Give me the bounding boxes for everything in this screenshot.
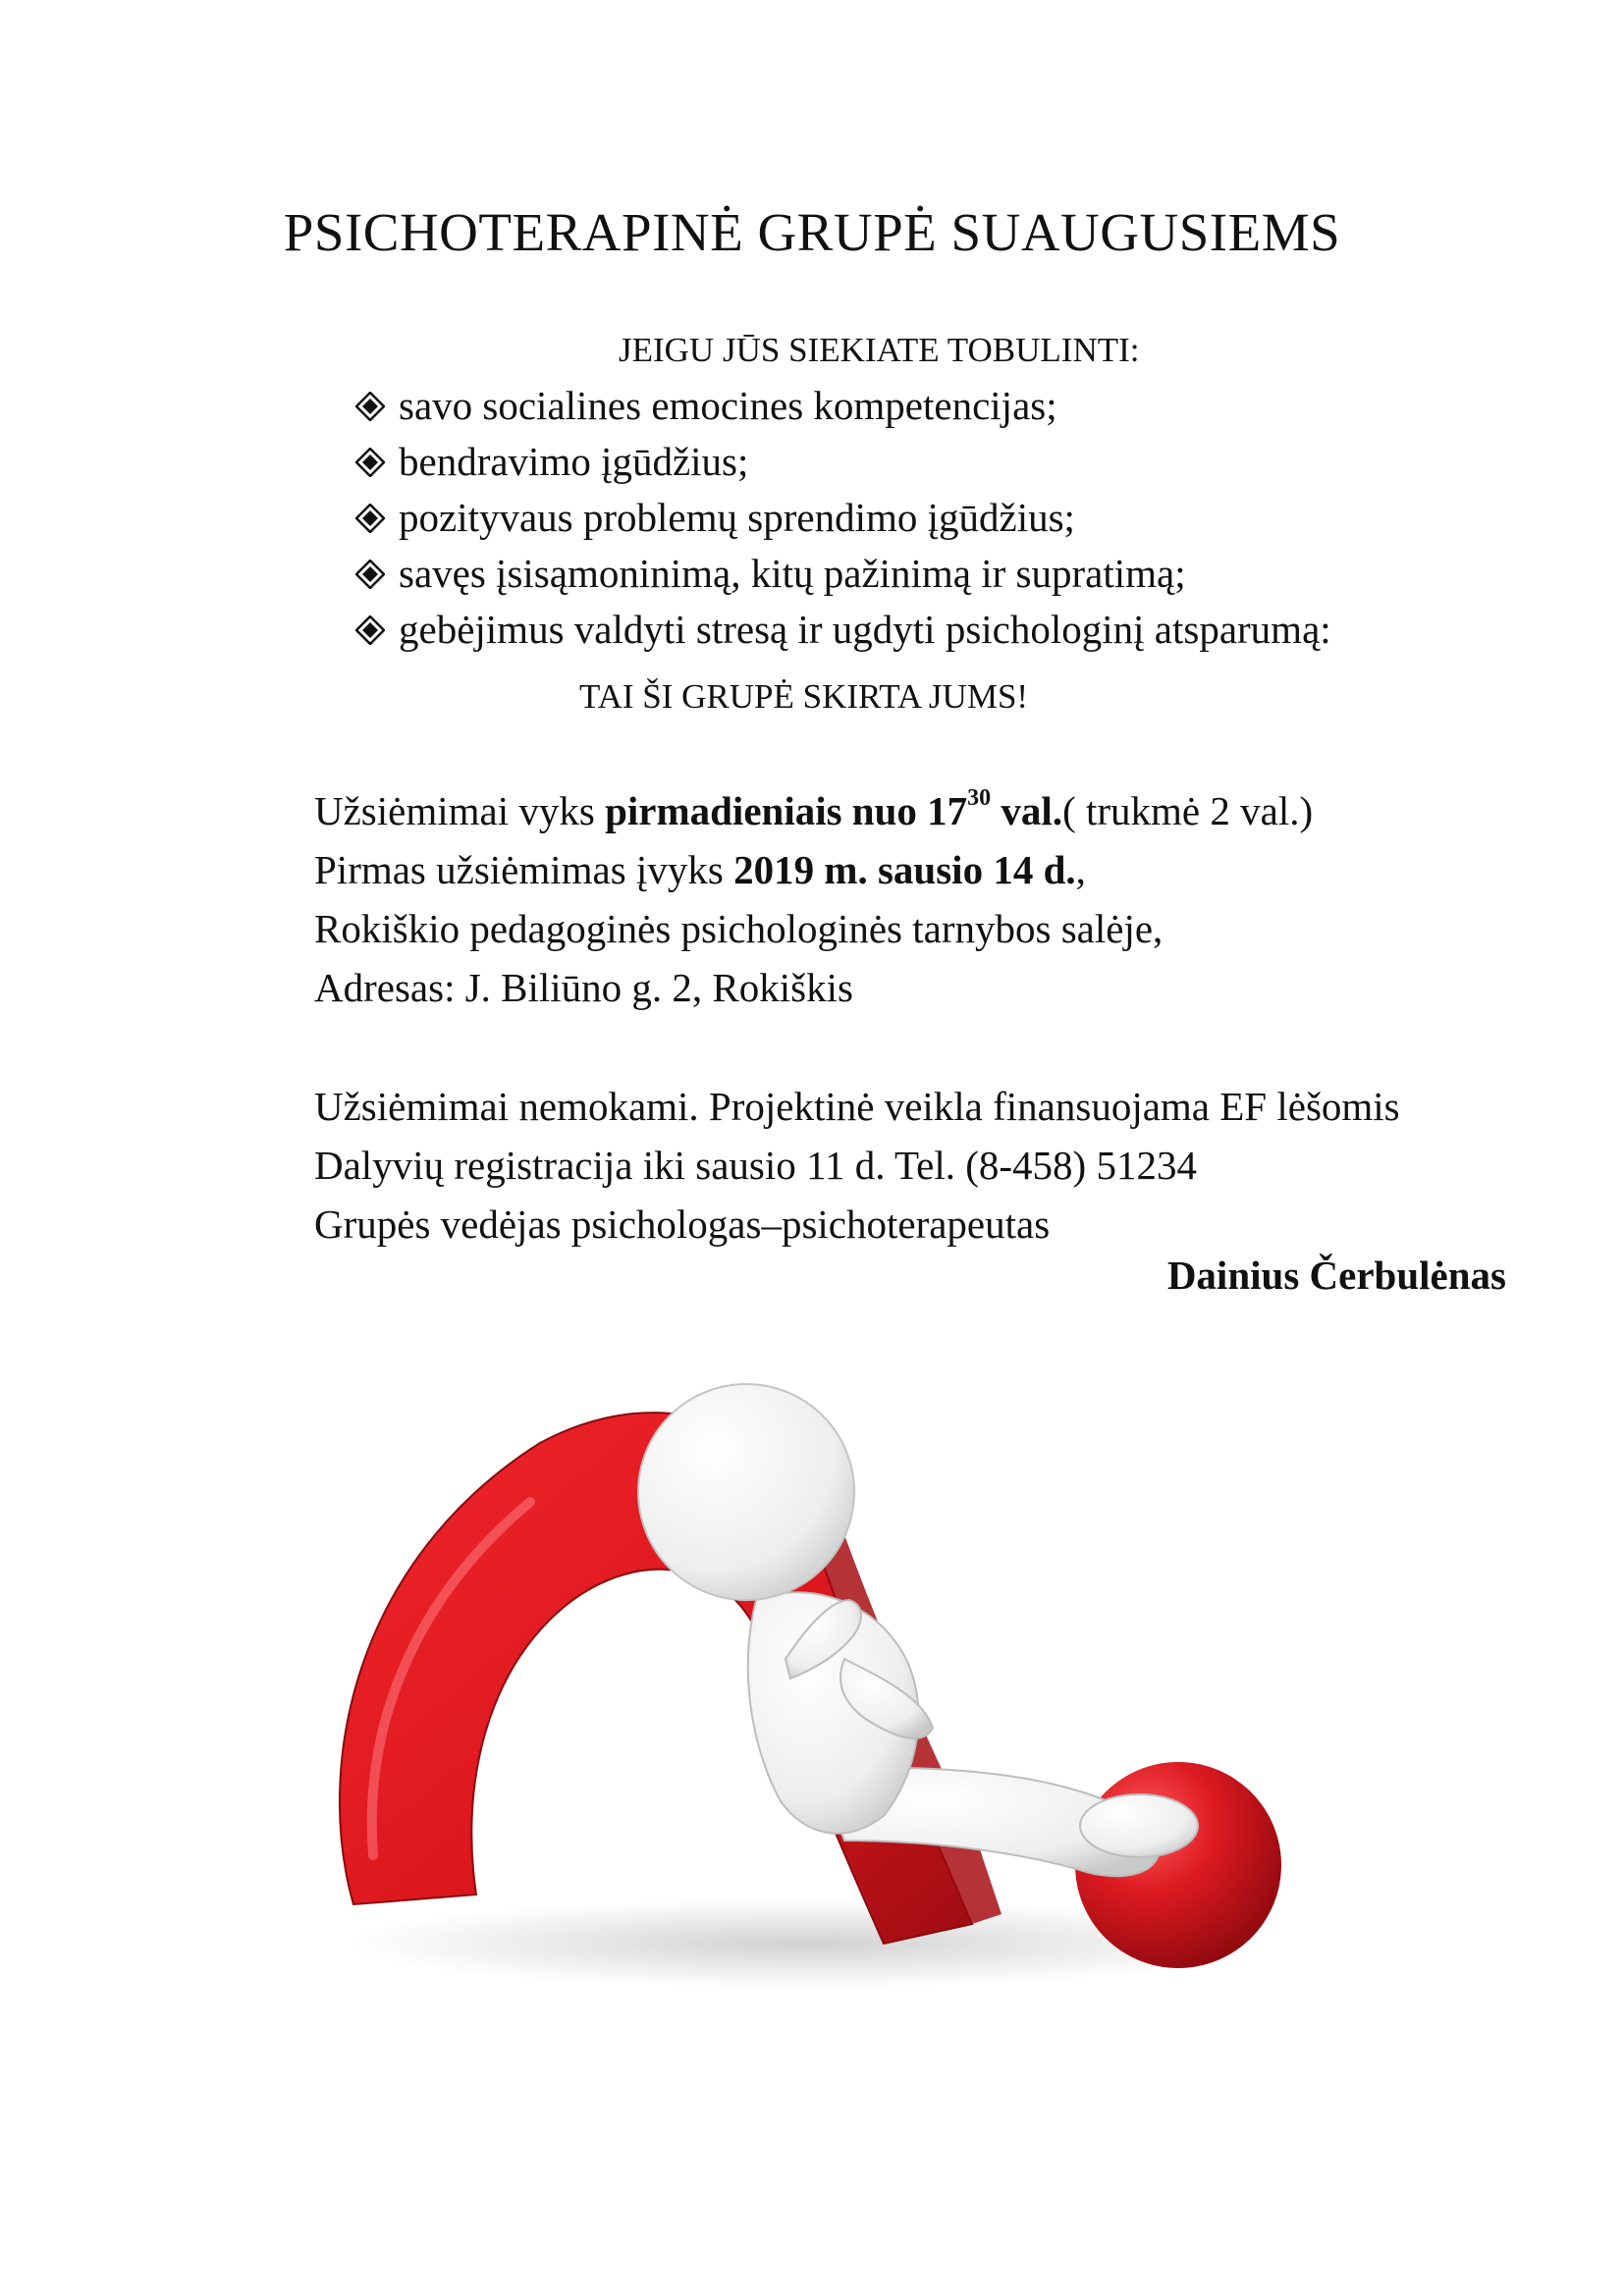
- funding-line: Užsiėmimai nemokami. Projektinė veikla finansuojama EF lėšomis: [314, 1084, 1400, 1129]
- schedule-day-time: pirmadieniais nuo 17: [605, 788, 968, 833]
- list-item: [355, 546, 1331, 602]
- list-item-text: savęs įsisąmoninimą, kitų pažinimą ir supratimą;: [399, 551, 1186, 596]
- schedule-minutes: 30: [967, 785, 992, 811]
- page-title: PSICHOTERAPINĖ GRUPĖ SUAUGUSIEMS: [283, 202, 1341, 262]
- schedule-duration: ( trukmė 2 val.): [1062, 788, 1314, 833]
- first-session-suffix: ,: [1075, 847, 1086, 892]
- diamond-bullet-icon: [355, 392, 385, 421]
- diamond-bullet-icon: [355, 448, 385, 477]
- first-session-line: [314, 846, 1086, 893]
- address-line: Adresas: J. Biliūno g. 2, Rokiškis: [314, 965, 853, 1010]
- schedule-line: [314, 787, 1313, 834]
- first-session-prefix: Pirmas užsiėmimas įvyks: [314, 847, 734, 892]
- diamond-bullet-icon: [355, 615, 385, 645]
- diamond-bullet-icon: [355, 504, 385, 533]
- tagline: TAI ŠI GRUPĖ SKIRTA JUMS!: [579, 677, 1029, 716]
- registration-line: Dalyvių registracija iki sausio 11 d. Tel. (8-458) 51234: [314, 1143, 1197, 1188]
- list-item-text: pozityvaus problemų sprendimo įgūdžius;: [399, 495, 1075, 540]
- venue-line: Rokiškio pedagoginės psichologinės tarnybos salėje,: [314, 906, 1164, 951]
- list-item-text: bendravimo įgūdžius;: [399, 439, 749, 484]
- schedule-val: val.: [991, 788, 1063, 833]
- list-item: [355, 490, 1331, 546]
- question-mark-figure-illustration: [295, 1306, 1335, 1993]
- first-session-date: 2019 m. sausio 14 d.: [733, 847, 1076, 892]
- leader-line: Grupės vedėjas psichologas–psichoterapeutas: [314, 1201, 1051, 1247]
- leader-name: Dainius Čerbulėnas: [1166, 1253, 1506, 1298]
- list-item: [355, 434, 1331, 490]
- schedule-prefix: Užsiėmimai vyks: [314, 788, 606, 833]
- list-item-text: gebėjimus valdyti stresą ir ugdyti psichologinį atsparumą:: [399, 607, 1331, 652]
- intro-heading: JEIGU JŪS SIEKIATE TOBULINTI:: [619, 331, 1140, 369]
- list-item: [355, 602, 1331, 658]
- list-item-text: savo socialines emocines kompetencijas;: [399, 383, 1057, 428]
- diamond-bullet-icon: [355, 560, 385, 589]
- goals-list: [355, 378, 1331, 658]
- list-item: [355, 378, 1331, 434]
